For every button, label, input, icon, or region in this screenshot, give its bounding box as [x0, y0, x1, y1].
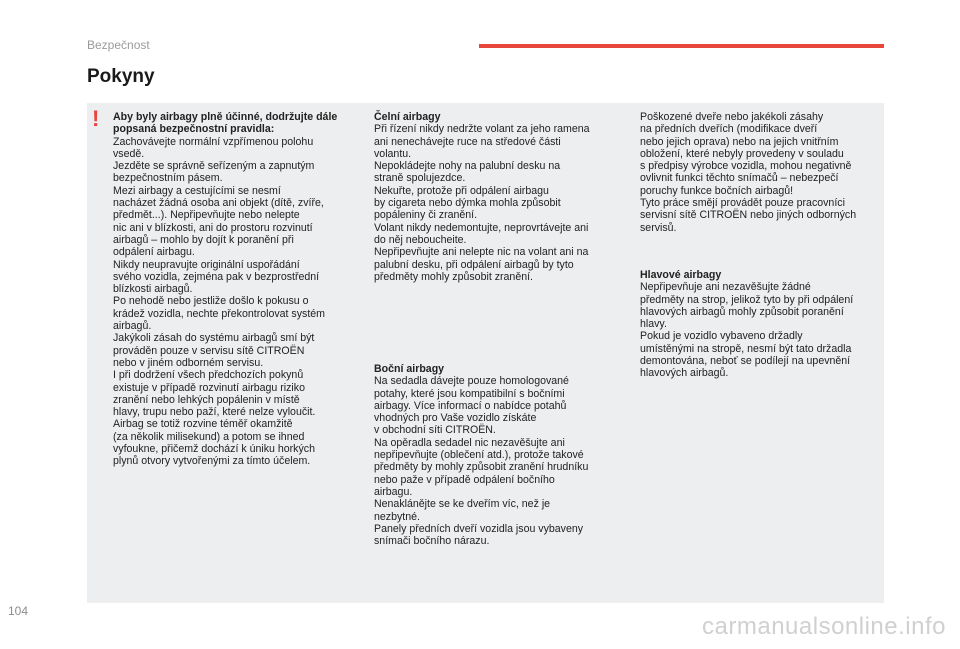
text-line: airbagů. — [113, 320, 152, 333]
text-line: nebo jejich oprava) nebo na jejich vnitřním — [640, 135, 839, 148]
text-line: servisů. — [640, 221, 677, 234]
text-line: předměty by mohly způsobit zranění hrudníku — [374, 461, 589, 474]
text-line: vsedě. — [113, 147, 145, 160]
text-line: nacházet žádná osoba ani objekt (dítě, zvíře, — [113, 197, 324, 210]
text-line: I při dodržení všech předchozích pokynů — [113, 369, 304, 382]
text-line: nepřipevňujte (oblečení atd.), protože takové — [374, 449, 584, 462]
text-line: Při řízení nikdy nedržte volant za jeho ramena — [374, 123, 590, 136]
general-rules-heading: Aby byly airbagy plně účinné, dodržujte dále popsaná bezpečnostní pravidla: — [113, 111, 338, 136]
text-line: prováděn pouze v servisu sítě CITROËN — [113, 344, 305, 357]
text-line: nebo v jiném odborném servisu. — [113, 356, 264, 369]
text-line: Nikdy neupravujte originální uspořádání — [113, 258, 300, 271]
text-line: Nekuřte, protože při odpálení airbagu — [374, 184, 549, 197]
text-line: Pokud je vozidlo vybaveno držadly — [640, 330, 803, 343]
door-sensors-section — [640, 111, 884, 234]
text-line: snímači bočního nárazu. — [374, 535, 490, 548]
text-line: předměty na strop, jelikož tyto by při odpálení — [640, 293, 854, 306]
text-line: Airbag se totiž rozvine téměř okamžitě — [113, 418, 293, 431]
text-line: hlavy. — [640, 318, 667, 331]
text-line: Volant nikdy nedemontujte, neprovrtávejte ani — [374, 221, 589, 234]
text-line: existuje v případě rozvinutí airbagu riziko — [113, 381, 305, 394]
text-line: airbagů – mohlo by dojít k poranění při — [113, 233, 294, 246]
section-label: Bezpečnost — [87, 38, 150, 52]
text-line: nic ani v blízkosti, ani do prostoru rozvinutí — [113, 221, 313, 234]
text-line: Panely předních dveří vozidla jsou vybaveny — [374, 522, 584, 535]
side-airbags-section — [374, 363, 622, 547]
text-line: Jakýkoli zásah do systému airbagů smí být — [113, 332, 315, 345]
text-line: Nepřipevňujte ani nelepte nic na volant ani na — [374, 246, 589, 259]
text-line: Zachovávejte normální vzpřímenou polohu — [113, 135, 314, 148]
page-title: Pokyny — [87, 66, 155, 87]
head-airbags-heading: Hlavové airbagy — [640, 269, 722, 281]
text-line: servisní sítě CITROËN nebo jiných odborných — [640, 209, 857, 222]
text-line: poruchy funkce bočních airbagů! — [640, 184, 794, 197]
text-line: potahy, které jsou kompatibilní s bočními — [374, 387, 565, 400]
text-line: předměty mohly způsobit zranění. — [374, 270, 533, 283]
text-line: palubní desku, při odpálení airbagů by tyto — [374, 258, 574, 271]
text-line: hlavových airbagů. — [640, 367, 729, 380]
text-line: bezpečnostním pásem. — [113, 172, 223, 185]
text-line: Na sedadla dávejte pouze homologované — [374, 375, 569, 388]
text-line: umístěnými na stropě, nesmí být tato držadla — [640, 342, 852, 355]
text-line: nebo paže v případě odpálení bočního — [374, 473, 555, 486]
side-airbags-text — [374, 375, 622, 547]
text-line: hlavových airbagů mohly způsobit poranění — [640, 305, 844, 318]
head-airbags-section — [640, 269, 884, 380]
text-line: odpálení airbagu. — [113, 246, 195, 259]
text-line: obložení, které nebyly provedeny v souladu — [640, 147, 844, 160]
text-line: Tyto práce smějí provádět pouze pracovníci — [640, 197, 845, 210]
text-line: Nenaklánějte se ke dveřím víc, než je — [374, 498, 551, 511]
text-line: Nepřipevňuje ani nezavěšujte žádné — [640, 281, 811, 294]
head-airbags-text — [640, 281, 884, 379]
text-line: airbagy. Více informací o nabídce potahů — [374, 399, 567, 412]
front-airbags-text — [374, 123, 622, 283]
text-line: svého vozidla, zejména pak v bezprostřední — [113, 270, 320, 283]
text-line: popáleniny či zranění. — [374, 209, 478, 222]
text-line: vyfoukne, přičemž dochází k úniku horkých — [113, 443, 315, 456]
text-line: Mezi airbagy a cestujícími se nesmí — [113, 184, 281, 197]
page-number: 104 — [8, 604, 29, 618]
text-line: zranění nebo lehkých popálenin v místě — [113, 393, 300, 406]
text-line: by cigareta nebo dýmka mohla způsobit — [374, 197, 561, 210]
text-line: Na opěradla sedadel nic nezavěšujte ani — [374, 436, 565, 449]
general-rules-text — [113, 136, 357, 468]
text-line: vhodných pro Vaše vozidlo získáte — [374, 412, 537, 425]
column-general-rules — [113, 111, 357, 468]
text-line: Poškozené dveře nebo jakékoli zásahy — [640, 111, 824, 123]
text-line: předmět...). Nepřipevňujte nebo nelepte — [113, 209, 300, 222]
text-line: v obchodní síti CITROËN. — [374, 424, 496, 437]
text-line: hlavy, trupu nebo paží, které nelze vyloučit. — [113, 406, 316, 419]
text-line: krádež vozidla, nechte překontrolovat systém — [113, 307, 325, 320]
text-line: plynů otvory vytvořenými za tímto účelem. — [113, 455, 311, 468]
text-line: Jezděte se správně seřízeným a zapnutým — [113, 160, 315, 173]
front-airbags-section — [374, 111, 622, 283]
door-sensors-text — [640, 111, 884, 234]
text-line: Po nehodě nebo jestliže došlo k pokusu o — [113, 295, 309, 308]
text-line: s předpisy výrobce vozidla, mohou negativně — [640, 160, 852, 173]
text-line: na předních dveřích (modifikace dveří — [640, 123, 818, 136]
header-accent-bar — [479, 44, 884, 48]
text-line: airbagu. — [374, 485, 413, 498]
front-airbags-heading: Čelní airbagy — [374, 111, 441, 123]
text-line: straně spolujezdce. — [374, 172, 466, 185]
text-line: ovlivnit funkci těchto snímačů – nebezpečí — [640, 172, 839, 185]
text-line: (za několik milisekund) a potom se ihned — [113, 430, 305, 443]
text-line: ani nenechávejte ruce na středové části — [374, 135, 561, 148]
text-line: volantu. — [374, 147, 412, 160]
text-line: do něj neboucheite. — [374, 233, 467, 246]
side-airbags-heading: Boční airbagy — [374, 363, 445, 375]
text-line: Nepokládejte nohy na palubní desku na — [374, 160, 561, 173]
text-line: demontována, neboť se podílejí na upevnění — [640, 355, 851, 368]
text-line: blízkosti airbagů. — [113, 283, 193, 296]
text-line: nezbytné. — [374, 510, 420, 523]
exclamation-warning-icon: ! — [92, 106, 100, 131]
watermark: carmanualsonline.info — [702, 613, 946, 640]
